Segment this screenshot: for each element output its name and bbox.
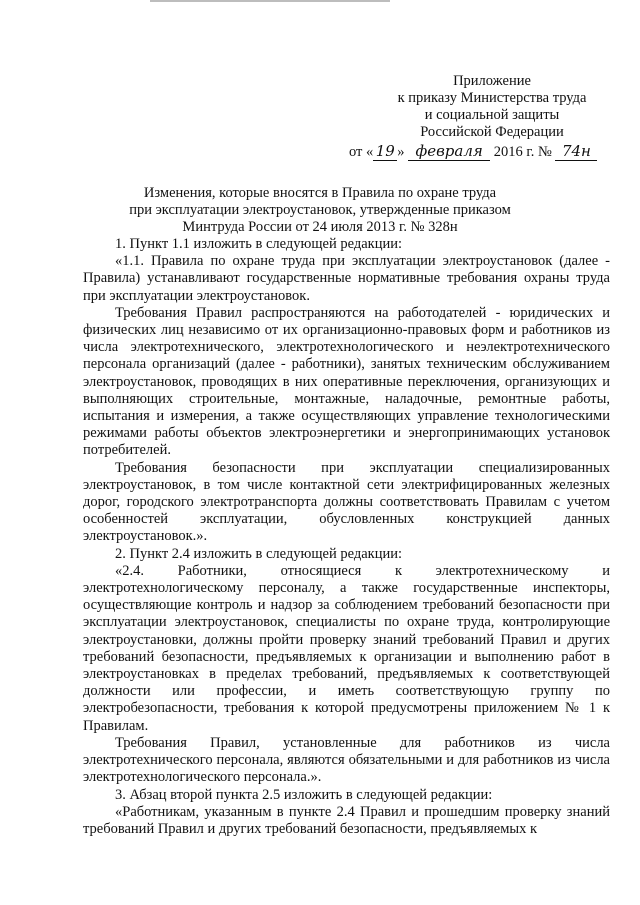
date-prefix: от « <box>349 144 374 160</box>
date-mid: » <box>397 144 405 160</box>
appendix-line: Российской Федерации <box>420 124 564 140</box>
date-year: 2016 г. № <box>493 144 552 160</box>
appendix-block <box>386 73 598 141</box>
document-body <box>83 236 610 838</box>
paragraph: Требования Правил распространяются на работодателей - юридических и физических лиц независимо от их организационно-правовых форм и работников из числа электротехнического, электротехнологического и неэлектротехнического персонала организаций (далее - работники), занятых техническим обслуживанием электроустановок, проводящих в них оперативные переключения, организующих и выполняющих строительные, монтажные, наладочные, ремонтные работы, испытания и измерения, а также осуществляющих управление технологическими режимами работы объектов электроэнергетики и энергопринимающих установок потребителей. <box>83 304 610 459</box>
scan-edge-line <box>150 0 390 2</box>
handwritten-order-number: 74н <box>555 142 597 161</box>
appendix-line: и социальной защиты <box>424 107 560 123</box>
paragraph: 1. Пункт 1.1 изложить в следующей редакции: <box>115 236 403 252</box>
title-line: Изменения, которые вносятся в Правила по охране труда <box>143 185 497 201</box>
appendix-line: к приказу Министерства труда <box>397 90 587 106</box>
paragraph: Требования Правил, установленные для работников из числа электротехнического персонала, являются обязательными и для работников из числа электротехнологического персонала.». <box>83 734 610 786</box>
appendix-line: Приложение <box>453 73 531 89</box>
document-title <box>80 185 560 236</box>
handwritten-day: 19 <box>373 142 397 161</box>
title-line: при эксплуатации электроустановок, утвержденные приказом <box>129 202 511 218</box>
paragraph: 2. Пункт 2.4 изложить в следующей редакции: <box>115 545 403 562</box>
paragraph: «Работникам, указанным в пункте 2.4 Правил и прошедшим проверку знаний требований Правил и других требований безопасности, предъявляемых к <box>83 803 610 837</box>
paragraph: «2.4. Работники, относящиеся к электротехническому и электротехнологическому персоналу, а также государственные инспекторы, осуществляющие контроль и надзор за соблюдением требований безопасности при эксплуатации электроустановок, специалисты по охране труда, контролирующие электроустановки, должны пройти проверку знаний требований Правил и других требований безопасности, предъявляемых к организации и выполнению работ в электроустановках в пределах требований, предъявляемых к соответствующей должности или профессии, и иметь соответствующую группу по электробезопасности, требования к которой предусмотрены приложением № 1 к Правилам. <box>83 562 610 734</box>
paragraph: Требования безопасности при эксплуатации специализированных электроустановок, в том числе контактной сети электрифицированных железных дорог, городского электротранспорта должны соответствовать Правилам с учетом особенностей эксплуатации, обусловленных конструкцией данных электроустановок.». <box>83 459 610 545</box>
paragraph: «1.1. Правила по охране труда при эксплуатации электроустановок (далее - Правила) устанавливают государственные нормативные требования охраны труда при эксплуатации электроустановок. <box>83 253 610 304</box>
title-line: Минтруда России от 24 июля 2013 г. № 328н <box>182 219 458 235</box>
order-date-line <box>349 142 609 161</box>
handwritten-month: февраля <box>408 142 490 161</box>
paragraph: 3. Абзац второй пункта 2.5 изложить в следующей редакции: <box>115 786 493 803</box>
